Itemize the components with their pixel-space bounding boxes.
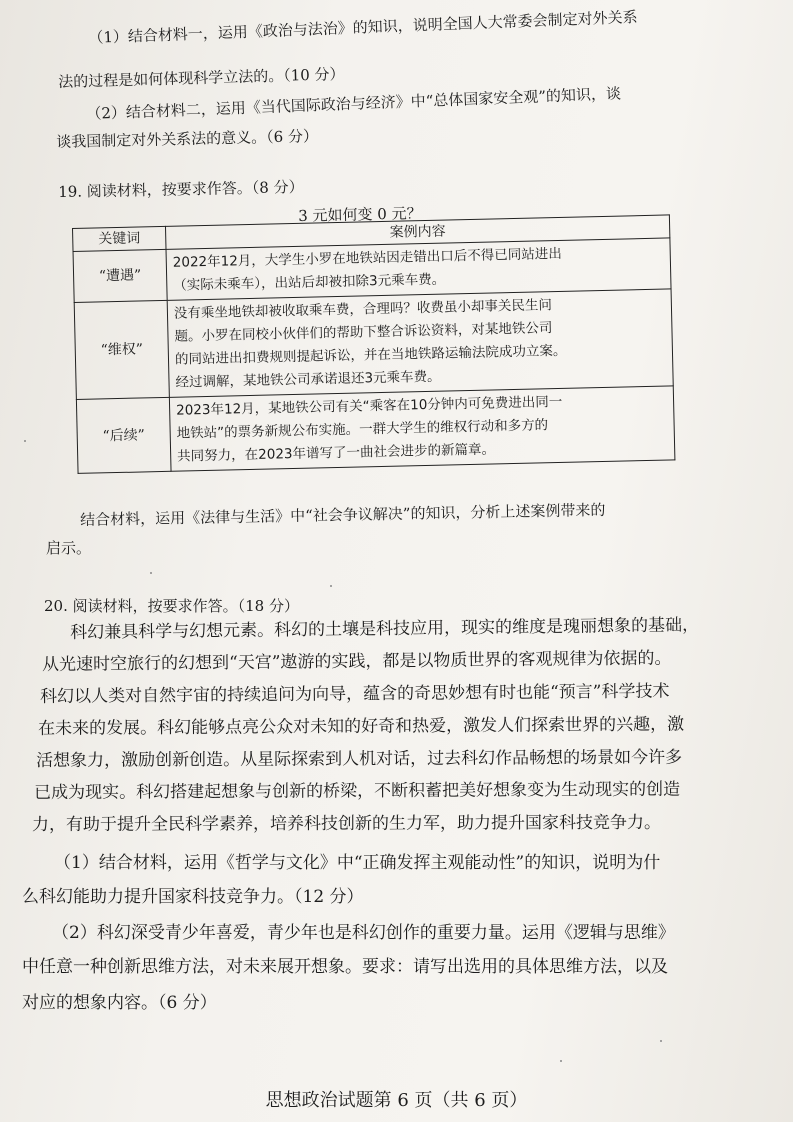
q20-material-line: 活想象力，激励创新创造。从星际探索到人机对话，过去科幻作品畅想的场景如今许多 (36, 747, 683, 771)
header-content: 案例内容 (165, 215, 669, 249)
q20-sub2-line1: （2）科幻深受青少年喜爱，青少年也是科幻创作的重要力量。运用《逻辑与思维》 (52, 923, 675, 943)
q20-sub2-line3: 对应的想象内容。（6 分） (22, 993, 217, 1013)
q18-sub1-line1: （1）结合材料一，运用《政治与法治》的知识，说明全国人大常委会制定对外关系 (88, 7, 638, 47)
q18-sub1-line2: 法的过程是如何体现科学立法的。（10 分） (58, 65, 345, 91)
q20-sub1-line2: 么科幻能助力提升国家科技竞争力。（12 分） (22, 887, 364, 907)
q18-sub2-line2: 谈我国制定对外关系法的意义。（6 分） (56, 127, 319, 151)
q18-sub2-line1: （2）结合材料二，运用《当代国际政治与经济》中“总体国家安全观”的知识，谈 (86, 84, 622, 123)
content-line: 经过调解，某地铁公司承诺退还3元乘车费。 (175, 368, 441, 391)
q20-material-line: 科幻以人类对自然宇宙的持续追问为向导，蕴含的奇思妙想有时也能“预言”科学技术 (40, 681, 670, 707)
page-footer: 思想政治试题第 6 页（共 6 页） (265, 1090, 528, 1111)
table-title: 3 元如何变 0 元？ (298, 204, 422, 225)
content-line: （实际未乘车），出站后却被扣除3元乘车费。 (173, 271, 446, 294)
paper-speck (660, 1040, 662, 1042)
keyword-cell: “遭遇” (73, 249, 167, 302)
paper-speck (330, 585, 332, 587)
content-line: 共同努力，在2023年谱写了一曲社会进步的新篇章。 (177, 441, 496, 465)
content-line: 的同站进出扣费规则提起诉讼，并在当地铁路运输法院成功立案。 (174, 342, 567, 368)
q19-heading: 19. 阅读材料，按要求作答。（8 分） (58, 177, 304, 201)
q20-sub1-line1: （1）结合材料，运用《哲学与文化》中“正确发挥主观能动性”的知识，说明为什 (54, 853, 661, 873)
table-row (76, 386, 675, 474)
q20-material-line: 在未来的发展。科幻能够点亮公众对未知的好奇和热爱，激发人们探索世界的兴趣，激 (38, 714, 685, 739)
header-keyword: 关键词 (73, 226, 166, 251)
q19-question-line2: 启示。 (46, 539, 92, 557)
table-row (74, 289, 673, 400)
q20-material-line: 科幻兼具科学与幻想元素。科幻的土壤是科技应用，现实的维度是瑰丽想象的基础， (70, 615, 700, 643)
content-line: 2023年12月，某地铁公司有关“乘客在10分钟内可免费进出同一 (175, 393, 563, 419)
paper-speck (150, 572, 152, 574)
q20-material-line: 已成为现实。科幻搭建起想象与创新的桥梁，不断积蓄把美好想象变为生动现实的创造 (34, 779, 681, 803)
paper-speck (560, 1060, 562, 1062)
content-cell (167, 289, 673, 397)
q19-question-line1: 结合材料，运用《法律与生活》中“社会争议解决”的知识，分析上述案例带来的 (80, 500, 606, 529)
paper-speck (24, 440, 26, 442)
content-cell (169, 386, 675, 471)
case-table (72, 214, 675, 474)
keyword-cell: “后续” (76, 397, 171, 473)
q20-sub2-line2: 中任意一种创新思维方法，对未来展开想象。要求：请写出选用的具体思维方法，以及 (22, 957, 668, 977)
content-line: 2022年12月，大学生小罗在地铁站因走错出口后不得已同站进出 (172, 245, 562, 271)
content-line: 没有乘坐地铁却被收取乘车费，合理吗？收费虽小却事关民生问 (173, 297, 553, 322)
q20-material-line: 从光速时空旅行的幻想到“天宫”遨游的实践，都是以物质世界的客观规律为依据的。 (42, 648, 672, 675)
keyword-cell: “维权” (74, 300, 169, 399)
content-line: 地铁站”的票务新规公布实施。一群大学生的维权行动和多方的 (176, 417, 549, 442)
q20-heading: 20. 阅读材料，按要求作答。（18 分） (44, 597, 299, 615)
content-line: 题。小罗在同校小伙伴们的帮助下整合诉讼资料，对某地铁公司 (174, 320, 553, 345)
q20-material-line: 力，有助于提升全民科学素养，培养科技创新的生力军，助力提升国家科技竞争力。 (32, 812, 662, 835)
